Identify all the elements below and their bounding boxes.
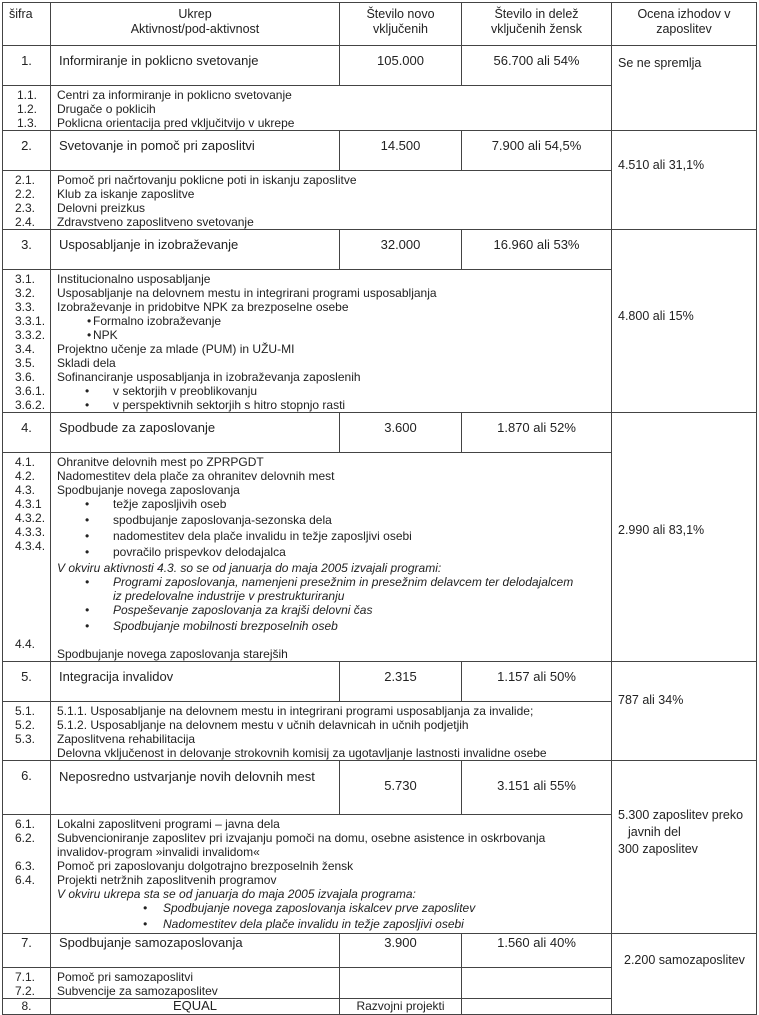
measure-name: Spodbude za zaposlovanje [51,413,340,453]
header-code: šifra [3,3,51,46]
measure-row [3,230,757,270]
sub-items: Ohranitve delovnih mest po ZPRPGDT Nadomestitev dela plače za ohranitev delovnih mest Spodbujanje novega zaposlovanja • težje zaposljivih oseb • spodbujanje zaposlovanja-sezonska dela • nadomestitev dela plače invalidu in težje zaposljivi osebi • povračilo prispevkov delodajalca V okviru aktivnosti 4.3. so se od januarja do maja 2005 izvajali programi: • Programi zaposlovanja, namenjeni presežnim in presežnim delavcem ter delodajalcem iz predelovalne industrije v prestrukturiranju • Pospeševanje zaposlovanja za krajši delovni čas • Spodbujanje mobilnosti brezposelnih oseb Spodbujanje novega zaposlovanja starejših [51,453,612,662]
measure-code: 2. [3,131,51,171]
sub-items: Centri za informiranje in poklicno svetovanje Drugače o poklicih Poklicna orientacija pred vključitvijo v ukrepe [51,86,612,131]
header-new: Število novo vključenih [340,3,462,46]
measure-row [3,662,757,702]
measure-code: 7. [3,934,51,968]
measure-name: Spodbujanje samozaposlovanja [51,934,340,968]
measure-name: EQUAL [51,999,340,1015]
measure-women: 16.960 ali 53% [462,230,612,270]
measure-code: 5. [3,662,51,702]
measure-new: 3.600 [340,413,462,453]
sub-items: 5.1.1. Usposabljanje na delovnem mestu in integrirani programi usposabljanja za invalide; 5.1.2. Usposabljanje na delovnem mestu v učnih delavnicah in učnih podjetjih Zaposlitvena rehabilitacija Delovna vključenost in delovanje strokovnih komisij za ugotavljanje lastnosti invalidne osebe [51,702,612,761]
measure-women: 3.151 ali 55% [462,761,612,815]
sub-items: Lokalni zaposlitveni programi – javna dela Subvencioniranje zaposlitev pri izvajanju pomoči na domu, osebne asistence in oskrbovanja invalidov-program »invalidi invalidom« Pomoč pri zaposlovanju dolgotrajno brezposelnih žensk Projekti netržnih zaposlitvenih programov V okviru ukrepa sta se od januarja do maja 2005 izvajala programa: • Spodbujanje novega zaposlovanja iskalcev prve zaposlitev • Nadomestitev dela plače invalidu in težje zaposljivi osebi [51,815,612,934]
measure-code: 1. [3,46,51,86]
measure-row [3,131,757,171]
measure-code: 8. [3,999,51,1015]
sub-codes: 1.1. 1.2. 1.3. [3,86,51,131]
measure-name: Usposabljanje in izobraževanje [51,230,340,270]
measure-row [3,934,757,968]
sub-codes: 7.1. 7.2. [3,968,51,999]
measure-code: 3. [3,230,51,270]
measure-new: 2.315 [340,662,462,702]
measure-new: 3.900 [340,934,462,968]
measure-eval: 2.990 ali 83,1% [612,413,757,662]
measure-row [3,46,757,86]
sub-empty [462,968,612,999]
header-eval: Ocena izhodov v zaposlitev [612,3,757,46]
sub-codes: 2.1. 2.2. 2.3. 2.4. [3,171,51,230]
header-women: Število in delež vključenih žensk [462,3,612,46]
measure-new: Razvojni projekti [340,999,462,1015]
measure-eval: 5.300 zaposlitev preko javnih del 300 zaposlitev [612,761,757,934]
measure-eval: 4.800 ali 15% [612,230,757,413]
measure-eval: 787 ali 34% [612,662,757,761]
measure-code: 6. [3,761,51,815]
measure-name: Neposredno ustvarjanje novih delovnih mest [51,761,340,815]
sub-items: Pomoč pri samozaposlitvi Subvencije za samozaposlitev [51,968,340,999]
sub-empty [340,968,462,999]
measure-women: 1.157 ali 50% [462,662,612,702]
measure-name: Svetovanje in pomoč pri zaposlitvi [51,131,340,171]
measure-name: Integracija invalidov [51,662,340,702]
sub-codes: 4.1. 4.2. 4.3. 4.3.1 4.3.2. 4.3.3. 4.3.4. 4.4. [3,453,51,662]
sub-codes: 5.1. 5.2. 5.3. [3,702,51,761]
sub-codes: 6.1. 6.2. 6.3. 6.4. [3,815,51,934]
header-row [3,3,757,46]
measure-row [3,761,757,815]
sub-items: Pomoč pri načrtovanju poklicne poti in iskanju zaposlitve Klub za iskanje zaposlitve Delovni preizkus Zdravstveno zaposlitveno svetovanje [51,171,612,230]
measure-new: 5.730 [340,761,462,815]
measure-women: 1.870 ali 52% [462,413,612,453]
measures-table [2,2,757,1015]
measure-name: Informiranje in poklicno svetovanje [51,46,340,86]
measure-new: 14.500 [340,131,462,171]
measure-women: 1.560 ali 40% [462,934,612,968]
measure-women: 7.900 ali 54,5% [462,131,612,171]
measure-eval: 2.200 samozaposlitev [612,934,757,1015]
measure-eval: 4.510 ali 31,1% [612,131,757,230]
measure-eval: Se ne spremlja [612,46,757,131]
measure-women: 56.700 ali 54% [462,46,612,86]
measure-new: 105.000 [340,46,462,86]
measure-new: 32.000 [340,230,462,270]
measure-row [3,413,757,453]
sub-codes: 3.1. 3.2. 3.3. 3.3.1. 3.3.2. 3.4. 3.5. 3.6. 3.6.1. 3.6.2. [3,270,51,413]
measure-women [462,999,612,1015]
measure-code: 4. [3,413,51,453]
sub-items: Institucionalno usposabljanje Usposabljanje na delovnem mestu in integrirani programi usposabljanja Izobraževanje in pridobitve NPK za brezposelne osebe • Formalno izobraževanje • NPK Projektno učenje za mlade (PUM) in UŽU-MI Skladi dela Sofinanciranje usposabljanja in izobraževanja zaposlenih • v sektorjih v preoblikovanju • v perspektivnih sektorjih s hitro stopnjo rasti [51,270,612,413]
header-measure: Ukrep Aktivnost/pod-aktivnost [51,3,340,46]
